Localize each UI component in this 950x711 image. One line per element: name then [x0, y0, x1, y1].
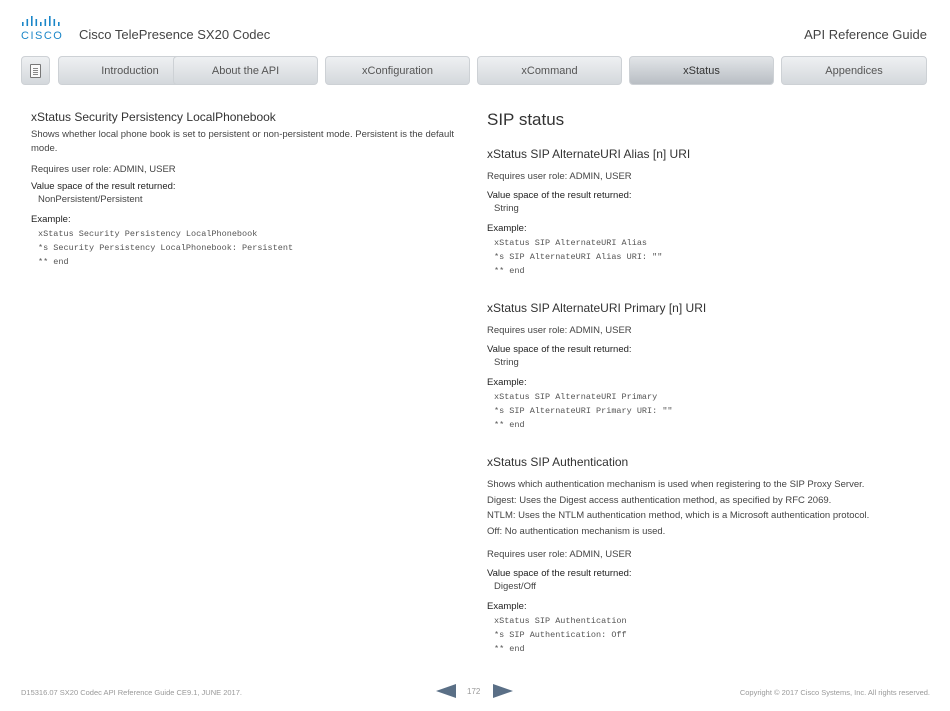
user-role: Requires user role: ADMIN, USER	[487, 549, 632, 560]
value-space: Digest/Off	[494, 581, 537, 592]
code-line: xStatus SIP Authentication	[494, 616, 627, 626]
code-line: xStatus SIP AlternateURI Alias	[494, 238, 648, 248]
entry-description: Shows whether local phone book is set to persistent or non-persistent mode. Persistent is the default mode.	[31, 129, 454, 154]
entry-description: Off: No authentication mechanism is used.	[487, 525, 666, 537]
entry-title: xStatus Security Persistency LocalPhonebook	[31, 110, 276, 124]
example-label: Example:	[487, 601, 527, 612]
copyright: Copyright © 2017 Cisco Systems, Inc. All rights reserved.	[739, 688, 930, 697]
cisco-logo	[21, 15, 63, 41]
example-code	[494, 236, 917, 278]
right-column	[487, 105, 917, 656]
previous-page-icon[interactable]	[436, 684, 456, 698]
contents-button[interactable]	[21, 56, 50, 85]
cisco-bars-icon	[21, 15, 63, 29]
document-icon	[30, 64, 41, 78]
example-label: Example:	[487, 223, 527, 234]
entry-title: xStatus SIP AlternateURI Primary [n] URI	[487, 301, 707, 315]
code-line: *s SIP Authentication: Off	[494, 630, 627, 640]
logo-wordmark: CISCO	[21, 30, 64, 42]
example-label: Example:	[31, 214, 71, 225]
code-line: ** end	[494, 644, 525, 654]
tab-about-the-api[interactable]: About the API	[173, 56, 318, 85]
value-space: String	[494, 357, 519, 368]
entry-title: xStatus SIP Authentication	[487, 455, 629, 469]
entry-description: NTLM: Uses the NTLM authentication method, which is a Microsoft authentication protocol.	[487, 510, 870, 521]
section-title: SIP status	[487, 110, 565, 129]
next-page-icon[interactable]	[493, 684, 513, 698]
code-line: *s SIP AlternateURI Alias URI: ""	[494, 252, 663, 262]
user-role: Requires user role: ADMIN, USER	[487, 171, 632, 182]
document-id: D15316.07 SX20 Codec API Reference Guide CE9.1, JUNE 2017.	[21, 688, 242, 697]
user-role: Requires user role: ADMIN, USER	[31, 164, 176, 175]
tab-introduction[interactable]: Introduction	[58, 56, 202, 85]
code-line: ** end	[38, 257, 69, 267]
value-space-label: Value space of the result returned:	[31, 181, 176, 192]
example-code	[494, 614, 917, 656]
tab-xconfiguration[interactable]: xConfiguration	[325, 56, 470, 85]
example-label: Example:	[487, 377, 527, 388]
section-nav	[21, 56, 927, 85]
guide-title: API Reference Guide	[804, 27, 927, 42]
tab-xstatus[interactable]: xStatus	[629, 56, 774, 85]
tab-xcommand[interactable]: xCommand	[477, 56, 622, 85]
example-code	[38, 227, 456, 269]
user-role: Requires user role: ADMIN, USER	[487, 325, 632, 336]
tab-appendices[interactable]: Appendices	[781, 56, 927, 85]
page-header	[0, 0, 950, 50]
entry-description: Digest: Uses the Digest access authentication method, as specified by RFC 2069.	[487, 494, 832, 506]
code-line: *s SIP AlternateURI Primary URI: ""	[494, 406, 673, 416]
product-title: Cisco TelePresence SX20 Codec	[79, 27, 271, 42]
code-line: ** end	[494, 266, 525, 276]
entry-description: Shows which authentication mechanism is used when registering to the SIP Proxy Server.	[487, 479, 865, 490]
left-column	[31, 105, 456, 269]
page-number: 172	[467, 687, 481, 696]
code-line: xStatus Security Persistency LocalPhonebook	[38, 229, 258, 239]
value-space: String	[494, 203, 519, 214]
code-line: xStatus SIP AlternateURI Primary	[494, 392, 658, 402]
example-code	[494, 390, 917, 432]
code-line: *s Security Persistency LocalPhonebook: Persistent	[38, 243, 294, 253]
value-space-label: Value space of the result returned:	[487, 190, 632, 201]
entry-title: xStatus SIP AlternateURI Alias [n] URI	[487, 147, 691, 161]
value-space: NonPersistent/Persistent	[38, 194, 143, 205]
value-space-label: Value space of the result returned:	[487, 568, 632, 579]
value-space-label: Value space of the result returned:	[487, 344, 632, 355]
page-footer	[0, 680, 950, 704]
code-line: ** end	[494, 420, 525, 430]
